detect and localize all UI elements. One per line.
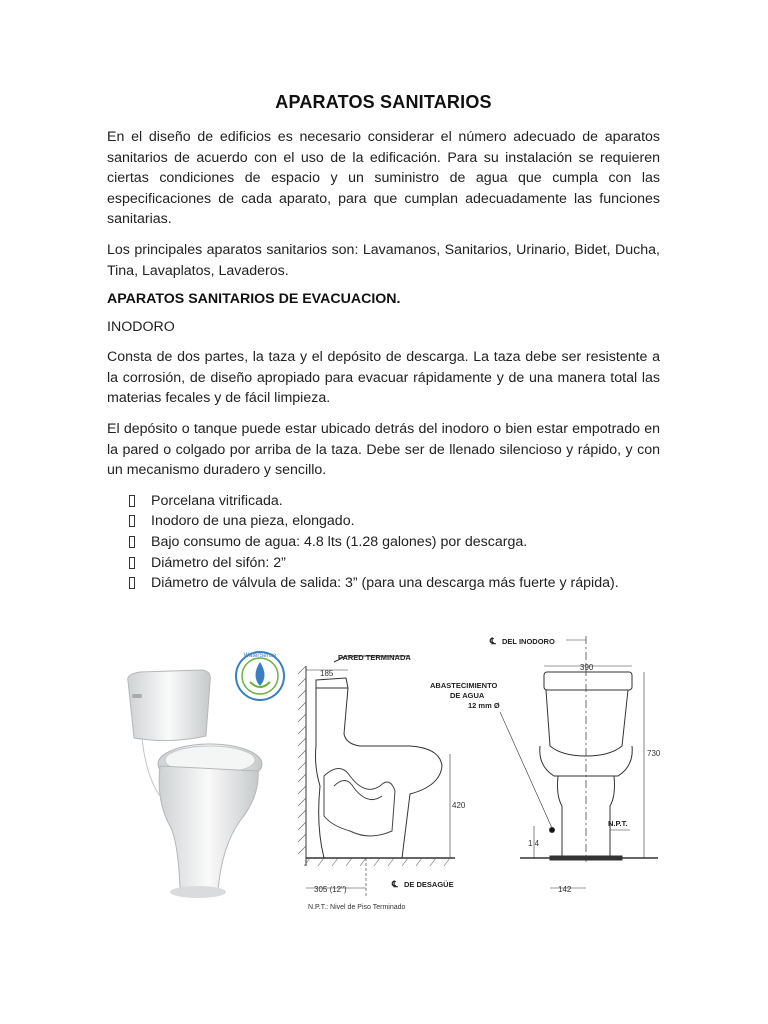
document-body [107, 92, 660, 594]
bullet-icon [129, 515, 135, 527]
toilet-figure [110, 626, 660, 916]
side-elevation-labels [308, 653, 500, 911]
label-dim-14: 1 4 [528, 839, 540, 848]
list-item: Diámetro de válvula de salida: 3” (para una descarga más fuerte y rápida). [107, 573, 660, 594]
list-item: Inodoro de una pieza, elongado. [107, 511, 660, 532]
centerline-icon: ℄ [392, 879, 398, 889]
label-abastecimiento-1: ABASTECIMIENTO [430, 681, 498, 690]
label-dim-305: 305 (12") [314, 885, 347, 894]
fixtures-list-paragraph: Los principales aparatos sanitarios son: Lavamanos, Sanitarios, Urinario, Bidet, Ducha, Tina, Lavaplatos, Lavaderos. [107, 241, 660, 279]
bullet-icon [129, 495, 135, 507]
toilet-photo [128, 652, 284, 898]
bullet-icon [129, 577, 135, 589]
badge-text: WaterSense [243, 653, 277, 659]
toilet-technical-drawing [110, 626, 660, 916]
document-title: APARATOS SANITARIOS [275, 92, 492, 112]
label-abastecimiento-3: 12 mm Ø [468, 701, 500, 710]
label-de-desague: DE DESAGÜE [404, 880, 454, 889]
list-item: Diámetro del sifón: 2” [107, 553, 660, 574]
side-elevation [298, 656, 455, 896]
label-pared-terminada: PARED TERMINADA [338, 653, 411, 662]
front-elevation [500, 636, 658, 888]
list-item: Bajo consumo de agua: 4.8 lts (1.28 galones) por descarga. [107, 532, 660, 553]
intro-paragraph: En el diseño de edificios es necesario considerar el número adecuado de aparatos sanitarios de acuerdo con el uso de la edificación. Para su instalación se requieren ciertas condiciones de espacio y un suministro de agua que cumpla con las especificaciones de cada aparato, para que cumplan adecuadamente las funciones sanitarias. [107, 129, 660, 228]
front-elevation-labels [489, 636, 660, 894]
list-item: Porcelana vitrificada. [107, 491, 660, 512]
label-npt-note: N.P.T.: Nivel de Piso Terminado [308, 904, 406, 911]
bullet-icon [129, 536, 135, 548]
bullet-icon [129, 557, 135, 569]
subheading-inodoro: INODORO [107, 319, 175, 336]
watersense-logo [236, 652, 284, 700]
tank-description: El depósito o tanque puede estar ubicado detrás del inodoro o bien estar empotrado en la pared o colgado por arriba de la taza. Debe ser de llenado silencioso y rápido, y con un mecanismo duradero y sencillo. [107, 420, 660, 479]
spec-list [107, 491, 660, 594]
label-dim-420: 420 [452, 801, 466, 810]
label-npt: N.P.T. [608, 819, 628, 828]
centerline-icon: ℄ [490, 636, 496, 646]
label-dim-185: 185 [320, 669, 334, 678]
label-dim-390: 390 [580, 663, 594, 672]
label-dim-142: 142 [558, 885, 572, 894]
label-del-inodoro: DEL INODORO [502, 637, 555, 646]
inodoro-description: Consta de dos partes, la taza y el depósito de descarga. La taza debe ser resistente a la corrosión, de diseño apropiado para evacuar rápidamente y de una manera total las materias fecales y de fácil limpieza. [107, 349, 660, 407]
section-heading: APARATOS SANITARIOS DE EVACUACION. [107, 291, 401, 308]
label-dim-730: 730 [647, 749, 660, 758]
label-abastecimiento-2: DE AGUA [450, 691, 485, 700]
